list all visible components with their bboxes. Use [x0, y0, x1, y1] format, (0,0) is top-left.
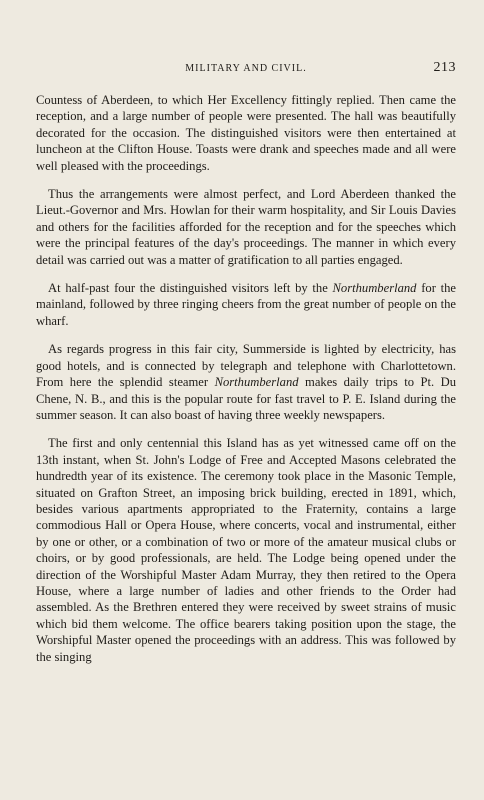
body-text	[36, 92, 456, 677]
paragraph-3-text-b: for the mainland, followed by three ringing cheers from the great number of people on the wharf.	[36, 281, 456, 328]
page-number: 213	[433, 60, 456, 75]
paragraph-1: Countess of Aberdeen, to which Her Excellency fittingly replied. Then came the reception, and a large number of people were presented. The hall was beautifully decorated for the occasion. The distinguished visitors were then entertained at luncheon at the Clifton House. Toasts were drank and speeches made and all were well pleased with the proceedings.	[36, 93, 456, 173]
paragraph-4-text-b: makes daily trips to Pt. Du Chene, N. B., and this is the popular route for fast travel to P. E. Island during the summer season. It can also boast of having three weekly newspapers.	[36, 375, 456, 422]
paragraph-4	[36, 341, 456, 423]
paragraph-4-text-a: As regards progress in this fair city, Summerside is lighted by electricity, has good hotels, and is connected by telegraph and telephone with Charlottetown. From here the splendid steamer	[36, 342, 456, 390]
running-title: MILITARY AND CIVIL.	[185, 63, 307, 74]
paragraph-3	[36, 280, 456, 329]
running-head	[36, 60, 456, 78]
paragraph-5: The first and only centennial this Island has as yet witnessed came off on the 13th instant, when St. John's Lodge of Free and Accepted Masons celebrated the hundredth year of its existence. The ceremony took place in the Masonic Temple, situated on Grafton Street, an imposing brick building, erected in 1891, which, besides various apartments appropriated to the Fraternity, contains a large commodious Hall or Opera House, where concerts, vocal and instrumental, either by one or other, or a combination of two or more of the amateur musical clubs or choirs, or by good professionals, are held. The Lodge being opened under the direction of the Worshipful Master Adam Murray, they then retired to the Opera House, where a large number of ladies and other friends to the Order had assembled. As the Brethren entered they were received by sweet strains of music which bid them welcome. The office bearers taking position upon the stage, the Worshipful Master opened the proceedings with an address. This was followed by the singing	[36, 436, 456, 664]
paragraph-2: Thus the arrangements were almost perfect, and Lord Aberdeen thanked the Lieut.-Governor and Mrs. Howlan for their warm hospitality, and Sir Louis Davies and others for the facilities afforded for the reception and for the speeches which were the principal features of the day's proceedings. The manner in which every detail was carried out was a matter of gratification to all parties engaged.	[36, 187, 456, 267]
paragraph-3-text-a: At half-past four the distinguished visitors left by the	[48, 281, 333, 296]
ship-name-italic: Northumberland	[214, 375, 299, 390]
ship-name-italic: Northumberland	[332, 281, 417, 296]
